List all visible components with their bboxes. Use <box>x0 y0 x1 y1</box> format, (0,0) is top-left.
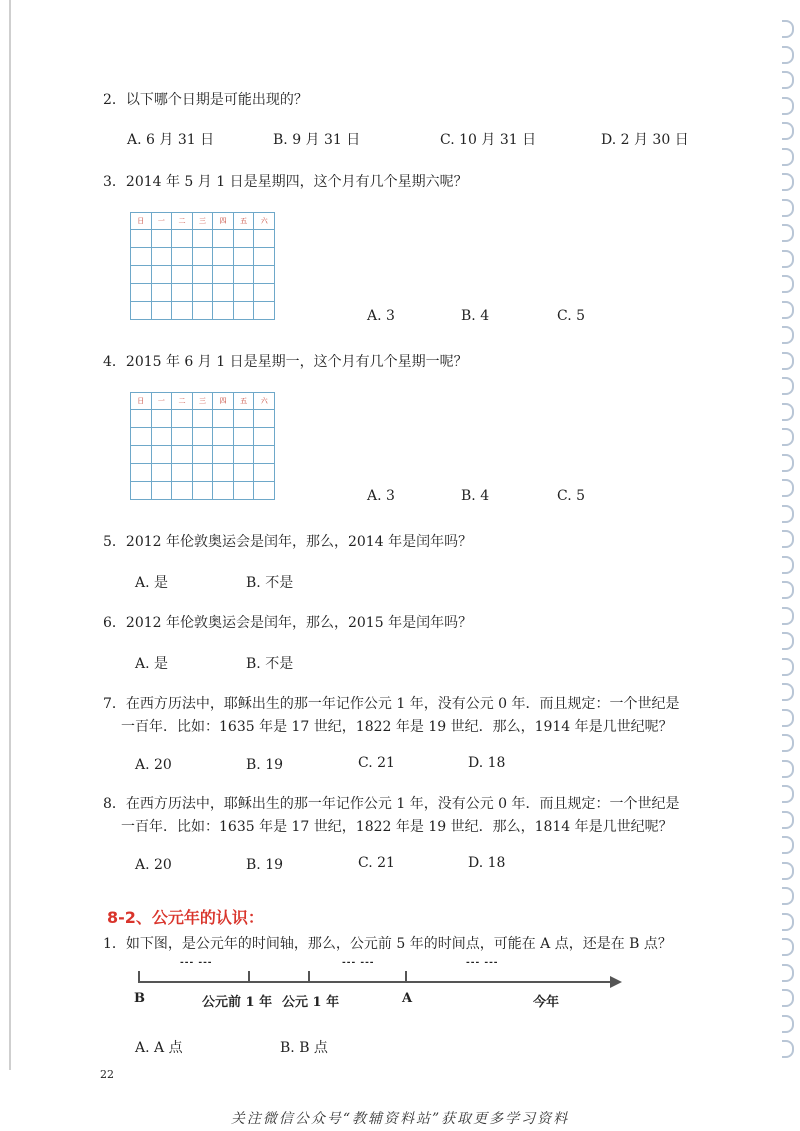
calendar-cell <box>172 428 193 446</box>
calendar-cell <box>193 428 214 446</box>
binding-ring-icon <box>782 1040 794 1058</box>
label-b: B <box>134 991 145 1006</box>
calendar-cell <box>152 464 173 482</box>
binding-ring-icon <box>782 377 794 395</box>
binding-ring-icon <box>782 887 794 905</box>
question-8-line-1: 8．在西方历法中，耶稣出生的那一年记作公元 1 年，没有公元 0 年．而且规定：一个世纪是 <box>103 796 680 812</box>
binding-ring-icon <box>782 938 794 956</box>
calendar-cell <box>254 248 275 266</box>
calendar-cell <box>213 230 234 248</box>
binding-ring-icon <box>782 734 794 752</box>
calendar-cell <box>131 248 152 266</box>
binding-ring-icon <box>782 989 794 1007</box>
binding-ring-icon <box>782 862 794 880</box>
tick-a <box>405 971 407 983</box>
tick-b <box>138 971 140 983</box>
q4-option-c: C. 5 <box>557 488 586 504</box>
ellipsis-2: --- --- <box>342 958 375 968</box>
calendar-cell <box>172 230 193 248</box>
calendar-cell <box>254 446 275 464</box>
q7-option-d: D. 18 <box>468 755 506 771</box>
weekday-mon: 一 <box>152 213 173 229</box>
q3-option-b: B. 4 <box>461 308 490 324</box>
calendar-cell <box>172 410 193 428</box>
weekday-wed: 三 <box>193 213 214 229</box>
binding-ring-icon <box>782 479 794 497</box>
q6-option-b: B. 不是 <box>246 656 294 672</box>
q2-option-a: A. 6 月 31 日 <box>127 132 215 148</box>
binding-ring-icon <box>782 505 794 523</box>
label-this-year: 今年 <box>533 995 560 1010</box>
calendar-cell <box>254 284 275 302</box>
binding-ring-icon <box>782 760 794 778</box>
binding-ring-icon <box>782 428 794 446</box>
calendar-cell <box>152 302 173 320</box>
calendar-header <box>130 392 275 410</box>
question-5: 5．2012 年伦敦奥运会是闰年，那么，2014 年是闰年吗？ <box>103 534 473 550</box>
calendar-cell <box>234 248 255 266</box>
calendar-cell <box>234 428 255 446</box>
binding-ring-icon <box>782 199 794 217</box>
calendar-cell <box>131 482 152 500</box>
calendar-cell <box>131 464 152 482</box>
weekday-sat: 六 <box>260 397 268 405</box>
calendar-cell <box>234 446 255 464</box>
calendar-cell <box>193 464 214 482</box>
question-7-line-2: 一百年．比如：1635 年是 17 世纪，1822 年是 19 世纪．那么，1914 年是几世纪呢？ <box>121 719 673 735</box>
q4-option-b: B. 4 <box>461 488 490 504</box>
binding-ring-icon <box>782 836 794 854</box>
calendar-cell <box>172 464 193 482</box>
calendar-cell <box>213 302 234 320</box>
calendar-cell <box>213 284 234 302</box>
question-6: 6．2012 年伦敦奥运会是闰年，那么，2015 年是闰年吗？ <box>103 615 473 631</box>
s2q1-option-a: A. A 点 <box>135 1040 183 1056</box>
binding-ring-icon <box>782 811 794 829</box>
q7-option-b: B. 19 <box>246 757 284 773</box>
binding-ring-icon <box>782 785 794 803</box>
calendar-cell <box>254 410 275 428</box>
calendar-cell <box>193 410 214 428</box>
binding-ring-icon <box>782 352 794 370</box>
calendar-cell <box>254 266 275 284</box>
tick-bc1 <box>248 971 250 983</box>
weekday-thu: 四 <box>213 213 234 229</box>
weekday-tue: 二 <box>172 213 193 229</box>
binding-ring-icon <box>782 122 794 140</box>
binding-ring-icon <box>782 275 794 293</box>
q3-option-c: C. 5 <box>557 308 586 324</box>
calendar-cell <box>254 482 275 500</box>
calendar-cell <box>234 230 255 248</box>
q2-option-d: D. 2 月 30 日 <box>601 132 689 148</box>
question-2: 2．以下哪个日期是可能出现的？ <box>103 92 308 108</box>
calendar-cell <box>193 482 214 500</box>
calendar-cell <box>193 266 214 284</box>
calendar-cell <box>193 284 214 302</box>
calendar-cell <box>234 464 255 482</box>
calendar-cell <box>254 428 275 446</box>
q3-option-a: A. 3 <box>367 308 395 324</box>
label-bc1: 公元前 1 年 <box>202 995 273 1010</box>
calendar-cell <box>193 302 214 320</box>
calendar-cell <box>172 248 193 266</box>
weekday-sun: 日 <box>131 393 152 409</box>
calendar-cell <box>152 230 173 248</box>
weekday-mon: 一 <box>152 393 173 409</box>
q7-option-a: A. 20 <box>135 757 172 773</box>
question-8-line-2: 一百年．比如：1635 年是 17 世纪，1822 年是 19 世纪．那么，1814 年是几世纪呢？ <box>121 819 673 835</box>
axis-arrow-icon <box>610 976 622 988</box>
calendar-cell <box>234 266 255 284</box>
s2q1-option-b: B. B 点 <box>280 1040 328 1056</box>
binding-ring-icon <box>782 71 794 89</box>
binding-ring-icon <box>782 224 794 242</box>
binding-ring-icon <box>782 326 794 344</box>
calendar-cell <box>131 284 152 302</box>
q5-option-a: A. 是 <box>135 575 169 591</box>
calendar-cell <box>234 410 255 428</box>
q8-option-b: B. 19 <box>246 857 284 873</box>
calendar-cells <box>130 410 275 500</box>
weekday-fri: 五 <box>234 393 255 409</box>
calendar-cell <box>254 230 275 248</box>
binding-ring-icon <box>782 301 794 319</box>
binding-ring-icon <box>782 607 794 625</box>
footer-note: 关注微信公众号“教辅资料站”获取更多学习资料 <box>230 1111 570 1127</box>
q5-option-b: B. 不是 <box>246 575 294 591</box>
calendar-cell <box>131 410 152 428</box>
calendar-cell <box>213 446 234 464</box>
binding-ring-icon <box>782 556 794 574</box>
binding-ring-icon <box>782 581 794 599</box>
question-4: 4．2015 年 6 月 1 日是星期一，这个月有几个星期一呢？ <box>103 354 468 370</box>
calendar-cell <box>152 266 173 284</box>
calendar-cell <box>172 284 193 302</box>
calendar-cell <box>152 428 173 446</box>
q4-option-a: A. 3 <box>367 488 395 504</box>
calendar-cell <box>193 248 214 266</box>
calendar-cell <box>152 446 173 464</box>
binding-rings <box>774 20 794 1080</box>
calendar-cell <box>213 464 234 482</box>
q6-option-a: A. 是 <box>135 656 169 672</box>
calendar-grid-q3 <box>130 212 275 320</box>
section-question-1: 1．如下图，是公元年的时间轴，那么，公元前 5 年的时间点，可能在 A 点，还是在 B 点？ <box>103 936 672 952</box>
calendar-cell <box>131 230 152 248</box>
calendar-cell <box>234 482 255 500</box>
section-title: 8-2、公元年的认识： <box>107 908 264 927</box>
calendar-cell <box>213 482 234 500</box>
q8-option-d: D. 18 <box>468 855 506 871</box>
calendar-cell <box>152 284 173 302</box>
label-a: A <box>402 991 413 1006</box>
weekday-fri: 五 <box>234 213 255 229</box>
binding-ring-icon <box>782 530 794 548</box>
calendar-cell <box>234 284 255 302</box>
calendar-cells <box>130 230 275 320</box>
q8-option-a: A. 20 <box>135 857 172 873</box>
calendar-cell <box>172 266 193 284</box>
binding-ring-icon <box>782 658 794 676</box>
weekday-sun: 日 <box>131 213 152 229</box>
calendar-grid-q4 <box>130 392 275 500</box>
tick-ad1 <box>308 971 310 983</box>
calendar-cell <box>172 446 193 464</box>
page-border <box>9 0 11 1070</box>
binding-ring-icon <box>782 173 794 191</box>
calendar-cell <box>213 428 234 446</box>
calendar-header <box>130 212 275 230</box>
calendar-cell <box>172 482 193 500</box>
binding-ring-icon <box>782 148 794 166</box>
page-number: 22 <box>100 1068 114 1081</box>
calendar-cell <box>193 230 214 248</box>
weekday-sat: 六 <box>260 217 268 225</box>
axis-line <box>138 981 616 983</box>
calendar-cell <box>234 302 255 320</box>
ellipsis-1: --- --- <box>180 958 213 968</box>
calendar-cell <box>152 482 173 500</box>
ellipsis-3: --- --- <box>466 958 499 968</box>
label-ad1: 公元 1 年 <box>282 995 340 1010</box>
binding-ring-icon <box>782 20 794 38</box>
calendar-cell <box>172 302 193 320</box>
calendar-cell <box>213 410 234 428</box>
binding-ring-icon <box>782 1015 794 1033</box>
binding-ring-icon <box>782 632 794 650</box>
binding-ring-icon <box>782 97 794 115</box>
weekday-tue: 二 <box>172 393 193 409</box>
binding-ring-icon <box>782 709 794 727</box>
timeline-axis <box>120 955 620 1015</box>
calendar-cell <box>254 464 275 482</box>
weekday-wed: 三 <box>193 393 214 409</box>
calendar-cell <box>152 410 173 428</box>
calendar-cell <box>131 302 152 320</box>
calendar-cell <box>254 302 275 320</box>
calendar-cell <box>213 266 234 284</box>
q7-option-c: C. 21 <box>358 755 395 771</box>
binding-ring-icon <box>782 913 794 931</box>
calendar-cell <box>193 446 214 464</box>
binding-ring-icon <box>782 403 794 421</box>
calendar-cell <box>152 248 173 266</box>
calendar-cell <box>131 428 152 446</box>
binding-ring-icon <box>782 683 794 701</box>
q8-option-c: C. 21 <box>358 855 395 871</box>
binding-ring-icon <box>782 454 794 472</box>
q2-option-c: C. 10 月 31 日 <box>440 132 537 148</box>
question-7-line-1: 7．在西方历法中，耶稣出生的那一年记作公元 1 年，没有公元 0 年．而且规定：一个世纪是 <box>103 696 680 712</box>
binding-ring-icon <box>782 46 794 64</box>
calendar-cell <box>213 248 234 266</box>
calendar-cell <box>131 266 152 284</box>
binding-ring-icon <box>782 250 794 268</box>
q2-option-b: B. 9 月 31 日 <box>273 132 361 148</box>
calendar-cell <box>131 446 152 464</box>
binding-ring-icon <box>782 964 794 982</box>
weekday-thu: 四 <box>213 393 234 409</box>
question-3: 3．2014 年 5 月 1 日是星期四，这个月有几个星期六呢？ <box>103 174 468 190</box>
